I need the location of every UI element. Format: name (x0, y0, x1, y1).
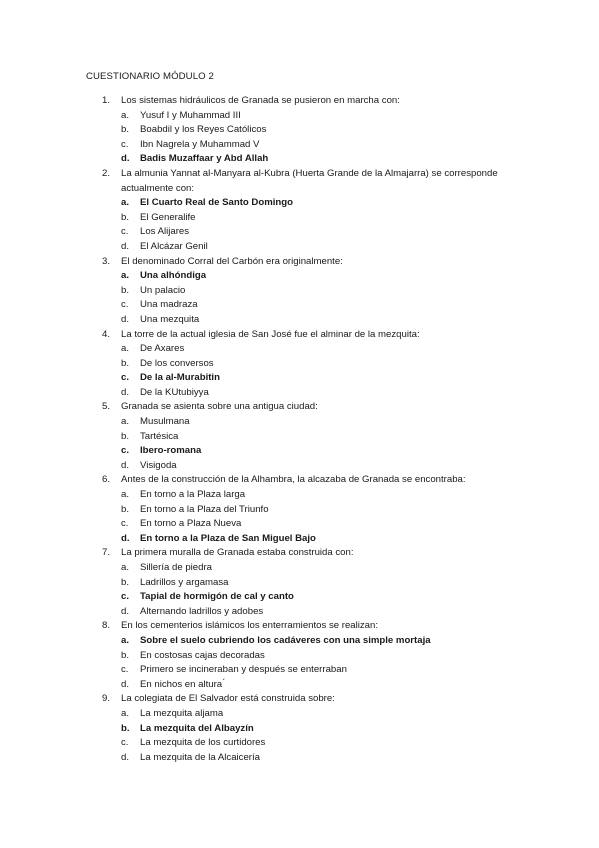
answer-option-correct (121, 196, 522, 211)
option-letter: a. (121, 707, 130, 719)
question-list (102, 94, 522, 765)
question-number: 2. (102, 167, 111, 179)
answer-option (121, 357, 522, 372)
option-text: Sobre el suelo cubriendo los cadáveres con una simple mortaja (140, 634, 431, 646)
option-letter: d. (121, 532, 130, 544)
option-text: La mezquita de los curtidores (140, 737, 266, 749)
question-number: 9. (102, 693, 111, 705)
question-item (102, 94, 522, 167)
question-text: En los cementerios islámicos los enterramientos se realizan: (121, 620, 379, 632)
question-item (102, 619, 522, 692)
answer-option (121, 240, 522, 255)
option-letter: b. (121, 576, 130, 588)
answer-option (121, 386, 522, 401)
option-letter: b. (121, 503, 130, 515)
option-text: Alternando ladrillos y adobes (140, 605, 264, 617)
answer-option-correct (121, 634, 522, 649)
option-text: Ibero-romana (140, 445, 202, 457)
option-letter: c. (121, 372, 130, 384)
question-number: 5. (102, 401, 111, 413)
option-letter: a. (121, 416, 130, 428)
option-text: En torno a la Plaza larga (140, 489, 246, 501)
option-letter: c. (121, 445, 130, 457)
question-text: La almunia Yannat al-Manyara al-Kubra (Huerta Grande de la Almajarra) se corresponde actualmente con: (121, 167, 498, 194)
answer-options (121, 109, 522, 167)
option-text: Sillería de piedra (140, 562, 212, 573)
option-text: En torno a la Plaza del Triunfo (140, 503, 269, 515)
question-text: Granada se asienta sobre una antigua ciudad: (121, 401, 318, 413)
answer-option (121, 459, 522, 474)
answer-option (121, 517, 522, 532)
option-text: De los conversos (140, 357, 214, 369)
option-letter: d. (121, 153, 130, 165)
answer-option (121, 576, 522, 591)
question-text: La colegiata de El Salvador está construida sobre: (121, 693, 335, 705)
answer-option (121, 488, 522, 503)
answer-option (121, 663, 522, 678)
answer-option (121, 430, 522, 445)
option-text: Los Alijares (140, 226, 190, 238)
question-number: 8. (102, 620, 111, 632)
question-text: Antes de la construcción de la Alhambra, la alcazaba de Granada se encontraba: (121, 474, 466, 486)
answer-option (121, 123, 522, 138)
answer-option-correct (121, 590, 522, 605)
option-text: Tapial de hormigón de cal y canto (140, 591, 294, 603)
option-letter: c. (121, 591, 130, 603)
question-number: 4. (102, 328, 111, 340)
option-letter: d. (121, 459, 130, 471)
answer-options (121, 415, 522, 473)
question-item (102, 400, 522, 473)
option-letter: a. (121, 489, 130, 501)
option-text: Musulmana (140, 416, 190, 428)
option-text: Ibn Nagrela y Muhammad V (140, 138, 260, 150)
option-text: Badis Muzaffaar y Abd Allah (140, 153, 269, 165)
option-text: Una madraza (140, 299, 198, 311)
option-text: La mezquita de la Alcaicería (140, 751, 260, 763)
answer-option (121, 109, 522, 124)
question-text: La torre de la actual iglesia de San José fue el alminar de la mezquita: (121, 328, 420, 340)
option-text: De la KUtubiyya (140, 386, 209, 398)
answer-option (121, 751, 522, 766)
option-text: De Axares (140, 343, 185, 355)
option-text: En torno a la Plaza de San Miguel Bajo (140, 532, 316, 544)
answer-option (121, 225, 522, 240)
option-letter: d. (121, 313, 130, 325)
answer-options (121, 561, 522, 619)
question-item (102, 692, 522, 765)
answer-option (121, 605, 522, 620)
answer-option (121, 707, 522, 722)
answer-option (121, 503, 522, 518)
option-letter: d. (121, 605, 130, 617)
answer-option (121, 211, 522, 226)
question-text: La primera muralla de Granada estaba construida con: (121, 547, 354, 559)
option-text: La mezquita del Albayzín (140, 722, 254, 734)
option-letter: d. (121, 386, 130, 398)
page-title: CUESTIONARIO MÓDULO 2 (86, 71, 214, 82)
option-letter: c. (121, 138, 129, 150)
answer-option-correct (121, 152, 522, 167)
answer-option-correct (121, 532, 522, 547)
option-text: En torno a Plaza Nueva (140, 518, 242, 530)
option-text: El Generalife (140, 211, 196, 223)
option-letter: b. (121, 284, 130, 296)
answer-option-correct (121, 722, 522, 737)
option-text: Yusuf I y Muhammad III (140, 109, 241, 121)
option-text: Primero se incineraban y después se enterraban (140, 664, 347, 676)
answer-options (121, 488, 522, 546)
option-letter: d. (121, 678, 130, 690)
answer-options (121, 707, 522, 765)
option-letter: b. (121, 722, 130, 734)
option-letter: b. (121, 357, 130, 369)
option-text: Boabdil y los Reyes Católicos (140, 124, 267, 136)
option-letter: c. (121, 226, 129, 238)
answer-option (121, 736, 522, 751)
option-letter: d. (121, 240, 130, 252)
option-letter: c. (121, 737, 129, 749)
option-text: En nichos en altura ́ (140, 678, 225, 690)
answer-options (121, 269, 522, 327)
option-letter: a. (121, 562, 130, 573)
option-letter: b. (121, 649, 130, 661)
answer-option (121, 313, 522, 328)
answer-option (121, 649, 522, 664)
option-text: El Alcázar Genil (140, 240, 208, 252)
option-letter: a. (121, 634, 130, 646)
option-letter: a. (121, 197, 130, 209)
answer-option (121, 678, 522, 693)
option-text: Un palacio (140, 284, 186, 296)
question-text: El denominado Corral del Carbón era originalmente: (121, 255, 343, 267)
option-text: La mezquita aljama (140, 707, 224, 719)
option-text: Visigoda (140, 459, 177, 471)
option-text: En costosas cajas decoradas (140, 649, 265, 661)
option-text: De la al-Murabitin (140, 372, 220, 384)
answer-options (121, 634, 522, 692)
option-letter: a. (121, 109, 130, 121)
answer-option-correct (121, 269, 522, 284)
answer-options (121, 342, 522, 400)
question-item (102, 328, 522, 401)
option-letter: c. (121, 518, 129, 530)
question-item (102, 167, 522, 255)
answer-option (121, 561, 522, 576)
answer-option (121, 284, 522, 299)
option-letter: d. (121, 751, 130, 763)
question-item (102, 546, 522, 619)
answer-options (121, 196, 522, 254)
answer-option (121, 298, 522, 313)
question-number: 1. (102, 95, 111, 106)
option-letter: b. (121, 211, 130, 223)
option-letter: a. (121, 270, 130, 282)
answer-option (121, 342, 522, 357)
option-text: El Cuarto Real de Santo Domingo (140, 197, 293, 209)
option-letter: c. (121, 299, 129, 311)
option-text: Ladrillos y argamasa (140, 576, 229, 588)
question-text: Los sistemas hidráulicos de Granada se pusieron en marcha con: (121, 95, 400, 106)
option-letter: c. (121, 664, 129, 676)
option-text: Una mezquita (140, 313, 200, 325)
option-letter: a. (121, 343, 130, 355)
question-number: 3. (102, 255, 111, 267)
answer-option-correct (121, 444, 522, 459)
answer-option (121, 415, 522, 430)
question-item (102, 473, 522, 546)
question-item (102, 255, 522, 328)
question-number: 6. (102, 474, 111, 486)
answer-option-correct (121, 371, 522, 386)
option-letter: b. (121, 430, 130, 442)
answer-option (121, 138, 522, 153)
option-text: Una alhóndiga (140, 270, 207, 282)
option-letter: b. (121, 124, 130, 136)
option-text: Tartésica (140, 430, 179, 442)
question-number: 7. (102, 547, 111, 559)
